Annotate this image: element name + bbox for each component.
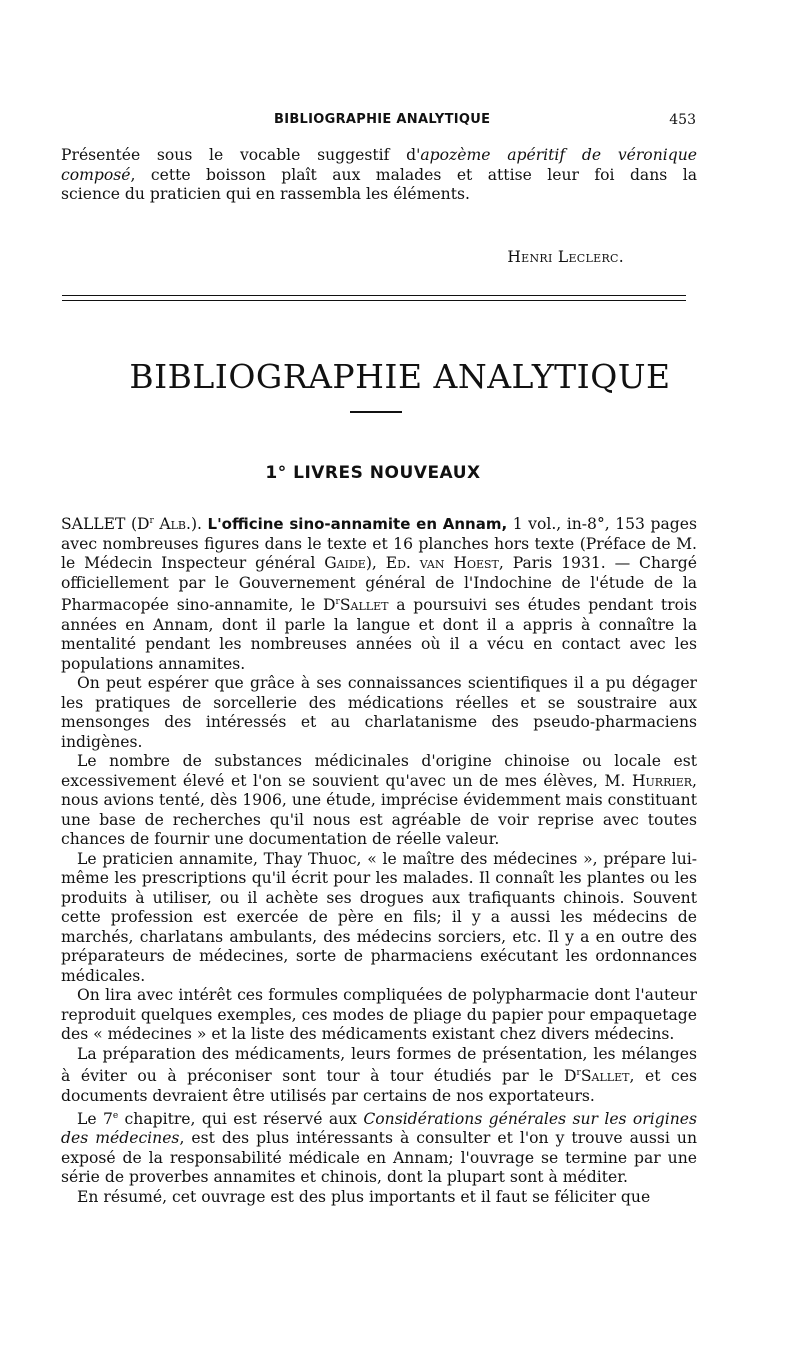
book-title: L'officine sino-annamite en Annam, bbox=[207, 515, 508, 534]
double-rule-bottom bbox=[62, 300, 686, 301]
running-title: BIBLIOGRAPHIE ANALYTIQUE bbox=[274, 112, 491, 127]
review-paragraph-4: Le praticien annamite, Thay Thuoc, « le maître des médecines », prépare lui-même les prescriptions qu'il écrit pour les malades. Il connaît les plantes ou les produits à utiliser, ou il achète ses drogues aux trafiquants chinois. Souvent cette profession est exercée de père en fils; il y a aussi les médecins de marchés, charlatans ambulants, des médecins sorciers, etc. Il y a en outre des préparateurs de médecines, sorte de pharmaciens exécutant les ordonnances médicales. bbox=[61, 849, 697, 985]
review-paragraph-6: La préparation des médicaments, leurs formes de présentation, les mélanges à éviter ou à préconiser sont tour à tour étudiés par le $D^rSallet$, et ces documents devraient être utilisés par certains de nos exportateurs. bbox=[61, 1044, 697, 1106]
review-paragraph-8: En résumé, cet ouvrage est des plus importants et il faut se féliciter que bbox=[77, 1187, 651, 1206]
previous-review-ending bbox=[61, 146, 697, 205]
review-paragraph-2: On peut espérer que grâce à ses connaissances scientifiques il a pu dégager les pratiques de sorcellerie des médications réelles et se soustraire aux mensonges des intéressés et au charlatanisme des pseudo-pharmaciens indigènes. bbox=[61, 674, 697, 751]
title-underline bbox=[350, 411, 402, 413]
section-subtitle: 1° LIVRES NOUVEAUX bbox=[265, 463, 481, 483]
intro-line-2: composé, cette boisson plaît aux malades et attise leur foi dans la bbox=[61, 165, 697, 184]
intro-line-1: Présentée sous le vocable suggestif d'apozème apéritif de véronique bbox=[61, 146, 697, 164]
review-paragraph-5: On lira avec intérêt ces formules compliquées de polypharmacie dont l'auteur reproduit quelques exemples, ces modes de pliage du papier pour empaquetage des « médecines » et la liste des médicaments existant chez divers médecins. bbox=[61, 986, 697, 1044]
double-rule-top bbox=[62, 295, 686, 296]
intro-line-3: science du praticien qui en rassembla les éléments. bbox=[61, 185, 470, 203]
review-paragraph-7: Le 7e chapitre, qui est réservé aux Considérations générales sur les origines des médecines, est des plus intéressants à consulter et l'on y trouve aussi un exposé de la responsabilité médicale en Annam; l'ouvrage se termine par une série de proverbes annamites et chinois, dont la plupart sont à méditer. bbox=[61, 1109, 698, 1187]
reviewer-signature: Henri Leclerc. bbox=[507, 248, 624, 266]
review-body bbox=[61, 512, 697, 1207]
review-paragraph-3: Le nombre de substances médicinales d'origine chinoise ou locale est excessivement élevé et l'on se souvient qu'avec un de mes élèves, M. Hurrier, nous avions tenté, dès 1906, une étude, imprécise évidemment mais constituant une base de recherches qu'il nous est agréable de voir reprise avec toutes chances de fournir une documentation de réelle valeur. bbox=[61, 752, 697, 849]
running-header bbox=[60, 112, 700, 132]
page-number: 453 bbox=[669, 112, 696, 128]
review-paragraph-1: SALLET ($D^r$ Alb.). L'officine sino-annamite en Annam, 1 vol., in-8°, 153 pages avec nombreuses figures dans le texte et 16 planches hors texte (Préface de M. le Médecin Inspecteur général Gaide), Ed. van Hoest, Paris 1931. — Chargé officiellement par le Gouvernement général de l'Indochine de l'étude de la Pharmacopée sino-annamite, le $D^rSallet$ a poursuivi ses études pendant trois années en Annam, dont il parle la langue et dont il a appris à connaître la mentalité pendant les nombreuses années où il a vécu en contact avec les populations annamites. bbox=[61, 515, 697, 673]
section-main-title: BIBLIOGRAPHIE ANALYTIQUE bbox=[129, 357, 671, 396]
